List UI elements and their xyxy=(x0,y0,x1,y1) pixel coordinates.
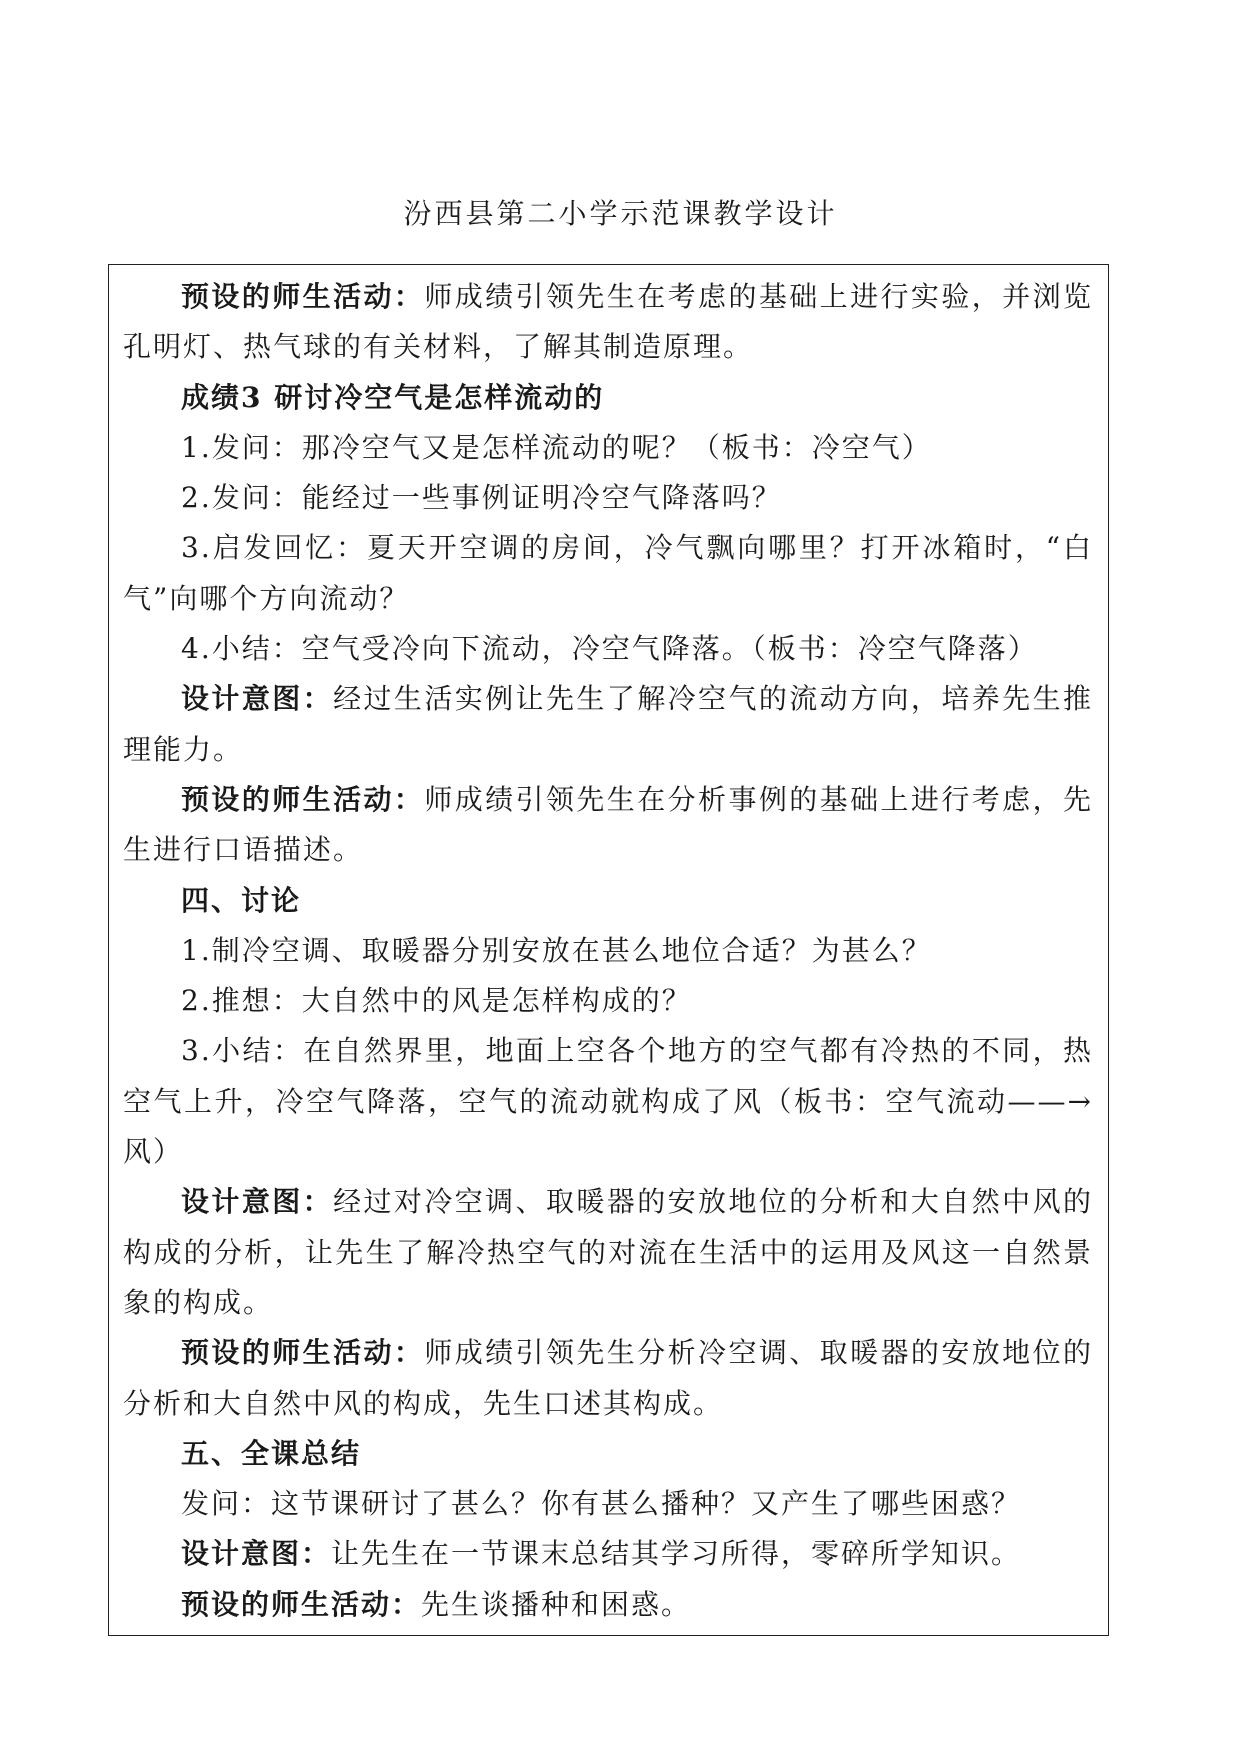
paragraph xyxy=(123,1580,1093,1630)
section-heading: 四、讨论 xyxy=(181,883,302,917)
paragraph xyxy=(123,1479,1093,1529)
text-line xyxy=(123,272,1093,322)
bold-label: 预设的师生活动： xyxy=(181,1587,422,1621)
text-line xyxy=(123,1429,1093,1479)
paragraph xyxy=(123,624,1093,674)
paragraph xyxy=(123,272,1093,373)
line-text: 理能力。 xyxy=(123,732,244,766)
bold-label: 预设的师生活动： xyxy=(181,1336,425,1370)
paragraph xyxy=(123,1177,1093,1328)
paragraph xyxy=(123,523,1093,624)
line-text: 1.发问：那冷空气又是怎样流动的呢？（板书：冷空气） xyxy=(181,430,932,464)
paragraph xyxy=(123,1529,1093,1579)
text-line xyxy=(123,1026,1093,1076)
paragraph xyxy=(123,423,1093,473)
text-line xyxy=(123,423,1093,473)
text-line xyxy=(123,473,1093,523)
text-line xyxy=(123,1228,1093,1278)
line-text: 空气上升，冷空气降落，空气的流动就构成了风（板书：空气流动——→ xyxy=(123,1084,1093,1118)
line-text: 2.推想：大自然中的风是怎样构成的？ xyxy=(181,984,692,1018)
text-line xyxy=(123,674,1093,724)
line-text: 师成绩引领先生分析冷空调、取暖器的安放地位的 xyxy=(424,1336,1093,1370)
text-line xyxy=(123,574,1093,624)
line-text: 师成绩引领先生在考虑的基础上进行实验，并浏览 xyxy=(424,280,1093,313)
bold-label: 预设的师生活动： xyxy=(181,280,425,313)
paragraph xyxy=(123,473,1093,523)
text-line xyxy=(123,624,1093,674)
section-heading: 五、全课总结 xyxy=(181,1436,362,1470)
paragraph xyxy=(123,976,1093,1026)
line-text: 发问：这节课研讨了甚么？你有甚么播种？又产生了哪些困惑？ xyxy=(181,1487,1022,1521)
line-text: 风） xyxy=(123,1135,184,1169)
line-text: 构成的分析，让先生了解冷热空气的对流在生活中的运用及风这一自然景 xyxy=(123,1235,1093,1269)
bold-label: 设计意图： xyxy=(181,1185,334,1219)
text-line xyxy=(123,1580,1093,1630)
bold-label: 设计意图： xyxy=(181,682,334,716)
lesson-plan-table-cell xyxy=(108,264,1109,1636)
line-text: 3.启发回忆：夏天开空调的房间，冷气飘向哪里？打开冰箱时，“白 xyxy=(181,531,1093,565)
line-text: 师成绩引领先生在分析事例的基础上进行考虑，先 xyxy=(424,782,1093,816)
line-text: 分析和大自然中风的构成，先生口述其构成。 xyxy=(123,1386,724,1420)
text-line xyxy=(123,1479,1093,1529)
text-line xyxy=(123,1177,1093,1227)
line-text: 4.小结：空气受冷向下流动，冷空气降落。（板书：冷空气降落） xyxy=(181,632,1038,666)
text-line xyxy=(123,1077,1093,1127)
text-line xyxy=(123,876,1093,926)
text-line xyxy=(123,976,1093,1026)
line-text: 孔明灯、热气球的有关材料，了解其制造原理。 xyxy=(123,330,754,364)
paragraph xyxy=(123,1328,1093,1429)
line-text: 经过对冷空调、取暖器的安放地位的分析和大自然中风的 xyxy=(333,1185,1093,1219)
text-line xyxy=(123,1127,1093,1177)
paragraph xyxy=(123,775,1093,876)
paragraph xyxy=(123,926,1093,976)
paragraph xyxy=(123,1429,1093,1479)
line-text: 经过生活实例让先生了解冷空气的流动方向，培养先生推 xyxy=(333,682,1093,716)
text-line xyxy=(123,1379,1093,1429)
text-line xyxy=(123,1529,1093,1579)
bold-label: 设计意图： xyxy=(181,1537,332,1571)
line-text: 先生谈播种和困惑。 xyxy=(421,1587,692,1621)
line-text: 气”向哪个方向流动？ xyxy=(123,581,410,615)
paragraph xyxy=(123,1026,1093,1177)
text-line xyxy=(123,775,1093,825)
text-line xyxy=(123,523,1093,573)
text-line xyxy=(123,373,1093,423)
paragraph xyxy=(123,674,1093,775)
line-text: 3.小结：在自然界里，地面上空各个地方的空气都有冷热的不同，热 xyxy=(181,1034,1093,1068)
paragraph xyxy=(123,373,1093,423)
text-line xyxy=(123,725,1093,775)
line-text: 让先生在一节课末总结其学习所得，零碎所学知识。 xyxy=(331,1537,1022,1571)
paragraph xyxy=(123,876,1093,926)
text-line xyxy=(123,1278,1093,1328)
page-title: 汾西县第二小学示范课教学设计 xyxy=(403,197,838,230)
bold-label: 预设的师生活动： xyxy=(181,782,425,816)
line-text: 2.发问：能经过一些事例证明冷空气降落吗？ xyxy=(181,481,782,515)
text-line xyxy=(123,1328,1093,1378)
text-line xyxy=(123,322,1093,372)
section-heading: 成绩3 研讨冷空气是怎样流动的 xyxy=(181,380,605,414)
text-line xyxy=(123,825,1093,875)
line-text: 生进行口语描述。 xyxy=(123,833,364,867)
line-text: 象的构成。 xyxy=(123,1285,274,1319)
line-text: 1.制冷空调、取暖器分别安放在甚么地位合适？为甚么？ xyxy=(181,933,932,967)
text-line xyxy=(123,926,1093,976)
